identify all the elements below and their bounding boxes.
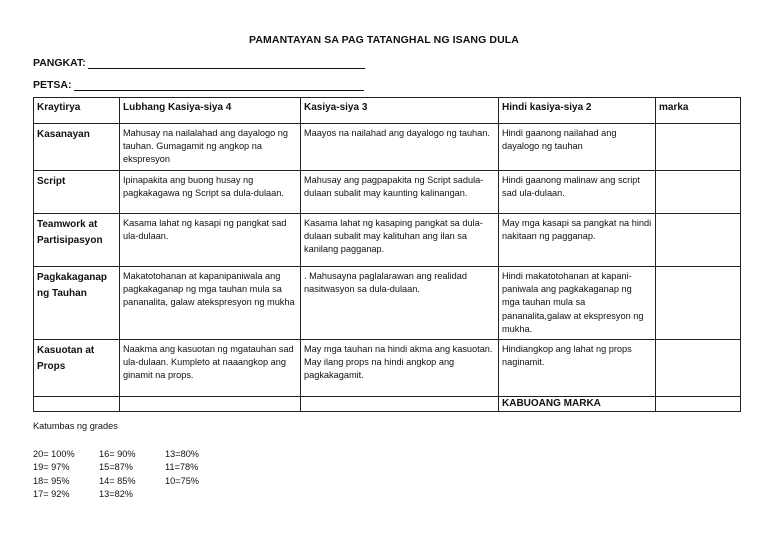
- score-2-cell: Hindiangkop ang lahat ng props naginamit.: [499, 340, 656, 397]
- grades-column: [165, 448, 225, 501]
- score-4-cell: Kasama lahat ng kasapi ng pangkat sad ula-dulaan.: [120, 214, 301, 267]
- rubric-table: [33, 97, 741, 412]
- table-header-row: [34, 98, 741, 124]
- total-label: KABUOANG MARKA: [499, 397, 656, 412]
- pangkat-field: [33, 57, 365, 69]
- marka-cell[interactable]: [656, 267, 741, 340]
- grade-item: 15=87%: [99, 462, 133, 473]
- score-3-cell: Maayos na nailahad ang dayalogo ng tauhan.: [301, 124, 499, 171]
- petsa-field: [33, 79, 364, 91]
- pangkat-blank-line: [88, 58, 365, 69]
- score-3-cell: Mahusay ang pagpapakita ng Script sadula-dulaan subalit may kaunting kalinangan.: [301, 171, 499, 214]
- header-score-3: Kasiya-siya 3: [301, 98, 499, 124]
- total-empty-cell: [120, 397, 301, 412]
- grade-item: 18= 95%: [33, 475, 70, 486]
- criterion-cell: Kasanayan: [34, 124, 120, 171]
- grade-item: 16= 90%: [99, 449, 136, 459]
- total-empty-cell: [301, 397, 499, 412]
- pangkat-label: PANGKAT:: [33, 57, 86, 69]
- grades-title: Katumbas ng grades: [33, 421, 118, 431]
- score-3-cell: May mga tauhan na hindi akma ang kasuotan. May ilang props na hindi angkop ang pagkakagamit.: [301, 340, 499, 397]
- score-4-cell: Ipinapakita ang buong husay ng pagkakagawa ng Script sa dula-dulaan.: [120, 171, 301, 214]
- score-2-cell: May mga kasapi sa pangkat na hindi nakitaan ng pagganap.: [499, 214, 656, 267]
- grades-list: [33, 448, 225, 501]
- grade-item: 19= 97%: [33, 462, 70, 473]
- table-row: [34, 267, 741, 340]
- grade-item: 11=78%: [165, 462, 199, 473]
- table-row: [34, 340, 741, 397]
- document-title: PAMANTAYAN SA PAG TATANGHAL NG ISANG DULA: [249, 34, 519, 46]
- criterion-cell: Script: [34, 171, 120, 214]
- score-4-cell: Makatotohanan at kapanipaniwala ang pagkakaganap ng mga tauhan mula sa pananalita, galaw atekspresyon ng mukha: [120, 267, 301, 340]
- score-4-cell: Naakma ang kasuotan ng mgatauhan sad ula-dulaan. Kumpleto at naaangkop ang ginamit na props.: [120, 340, 301, 397]
- grade-item: 13=82%: [99, 488, 133, 499]
- header-score-4: Lubhang Kasiya-siya 4: [120, 98, 301, 124]
- total-row: [34, 397, 741, 412]
- total-empty-cell: [34, 397, 120, 412]
- marka-cell[interactable]: [656, 340, 741, 397]
- grades-column: [33, 448, 99, 501]
- header-marka: marka: [656, 98, 741, 124]
- grade-item: 14= 85%: [99, 475, 136, 486]
- marka-cell[interactable]: [656, 171, 741, 214]
- table-row: [34, 214, 741, 267]
- grade-item: 10=75%: [165, 475, 199, 486]
- marka-cell[interactable]: [656, 124, 741, 171]
- header-score-2: Hindi kasiya-siya 2: [499, 98, 656, 124]
- grade-item: 13=80%: [165, 449, 199, 459]
- header-kraytirya: Kraytirya: [34, 98, 120, 124]
- score-3-cell: . Mahusayna paglalarawan ang realidad nasitwasyon sa dula-dulaan.: [301, 267, 499, 340]
- table-row: [34, 171, 741, 214]
- score-4-cell: Mahusay na nailalahad ang dayalogo ng tauhan. Gumagamit ng angkop na ekspresyon: [120, 124, 301, 171]
- grades-column: [99, 448, 165, 501]
- marka-cell[interactable]: [656, 214, 741, 267]
- criterion-cell: Kasuotan at Props: [34, 340, 120, 397]
- total-marka-cell[interactable]: [656, 397, 741, 412]
- criterion-cell: Pagkakaganap ng Tauhan: [34, 267, 120, 340]
- petsa-label: PETSA:: [33, 79, 72, 91]
- petsa-blank-line: [74, 80, 364, 91]
- criterion-cell: Teamwork at Partisipasyon: [34, 214, 120, 267]
- grade-item: 20= 100%: [33, 449, 75, 459]
- grade-item: 17= 92%: [33, 488, 70, 499]
- table-row: [34, 124, 741, 171]
- score-2-cell: Hindi gaanong malinaw ang script sad ula-dulaan.: [499, 171, 656, 214]
- score-2-cell: Hindi makatotohanan at kapani- paniwala ang pagkakaganap ng mga tauhan mula sa pananalita,galaw at ekspresyon ng mukha.: [499, 267, 656, 340]
- score-2-cell: Hindi gaanong nailahad ang dayalogo ng tauhan: [499, 124, 656, 171]
- score-3-cell: Kasama lahat ng kasaping pangkat sa dula-dulaan subalit may kalituhan ang ilan sa kanilang pagganap.: [301, 214, 499, 267]
